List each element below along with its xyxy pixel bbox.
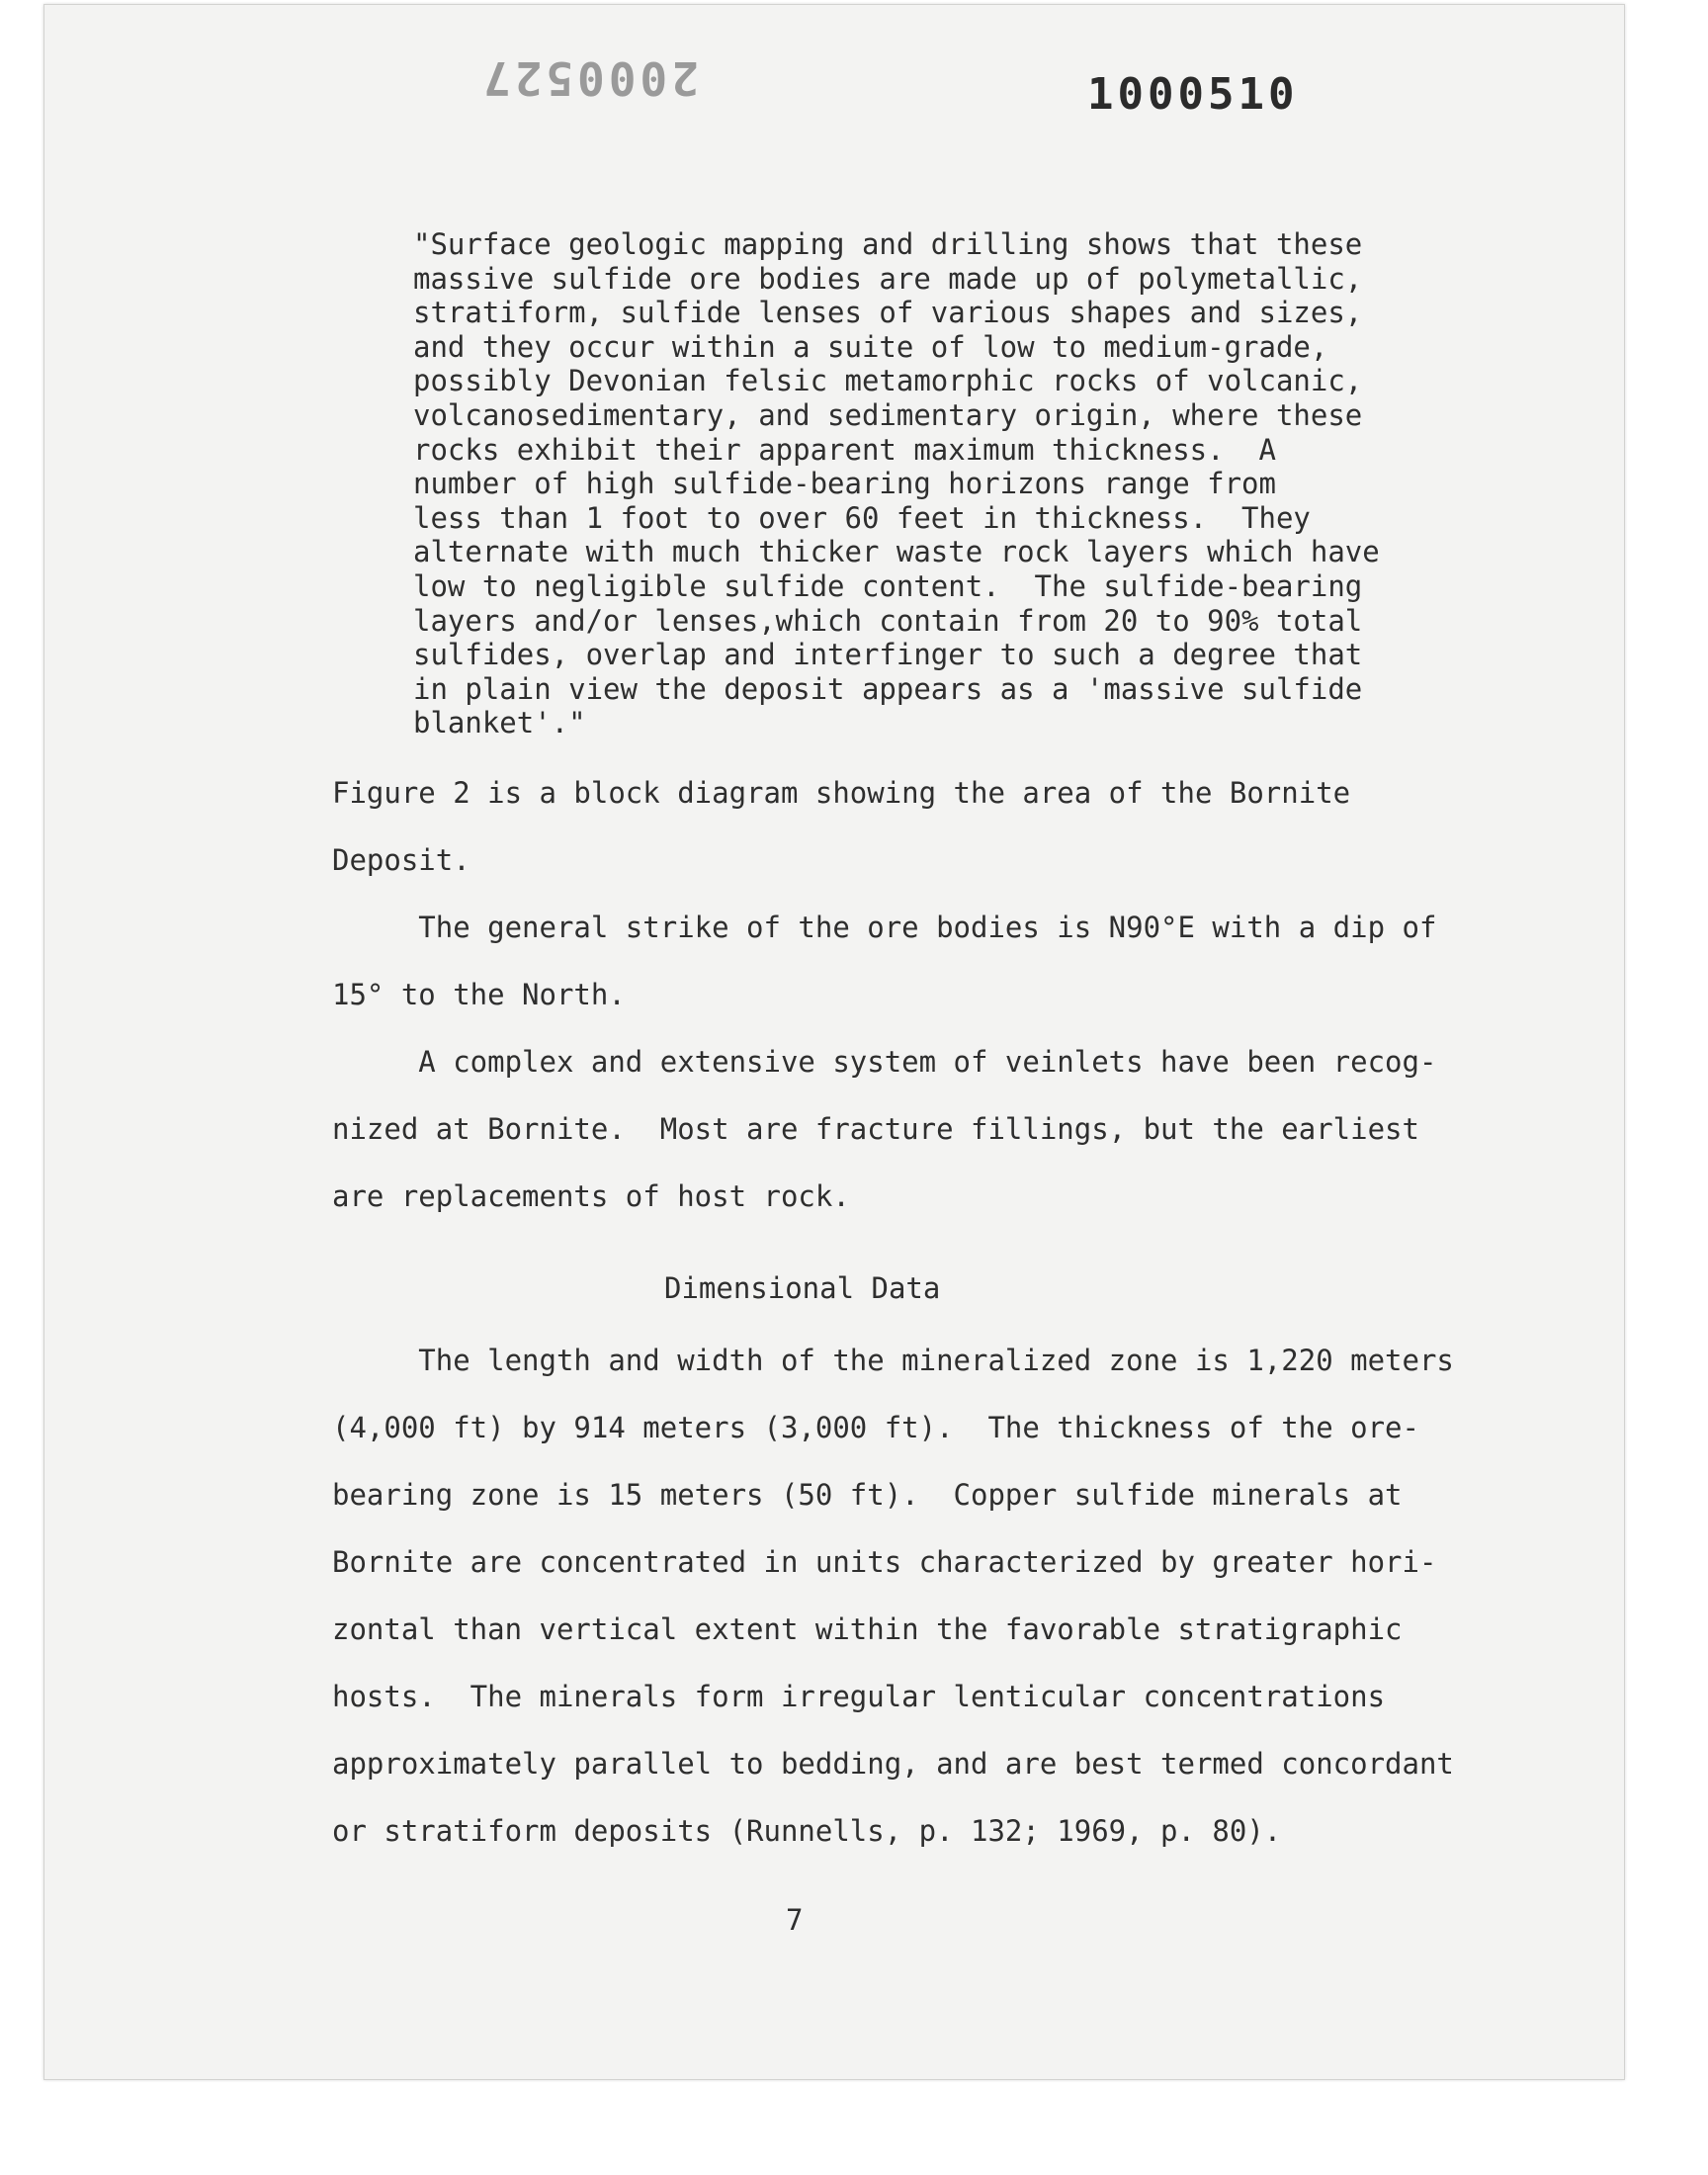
quote-line: "Surface geologic mapping and drilling shows that these	[413, 227, 1363, 261]
quote-line: massive sulfide ore bodies are made up of polymetallic,	[413, 261, 1363, 296]
document-number-stamp: 1000510	[1087, 69, 1299, 120]
paragraph-strike	[332, 894, 1439, 1028]
text-line: (4,000 ft) by 914 meters (3,000 ft). The thickness of the ore-	[332, 1411, 1419, 1444]
text-line: hosts. The minerals form irregular lenticular concentrations	[332, 1680, 1386, 1713]
quote-line: volcanosedimentary, and sedimentary origin, where these	[413, 397, 1363, 432]
text-line: zontal than vertical extent within the favorable stratigraphic	[332, 1612, 1403, 1646]
inverted-document-number-stamp: 2000527	[479, 51, 699, 105]
text-line: A complex and extensive system of veinlets have been recog-	[332, 1045, 1437, 1079]
quote-line: in plain view the deposit appears as a 'massive sulfide	[413, 671, 1363, 706]
text-line: The general strike of the ore bodies is N90°E with a dip of	[332, 911, 1437, 944]
text-line: The length and width of the mineralized zone is 1,220 meters	[332, 1344, 1454, 1377]
quote-line: number of high sulfide-bearing horizons range from	[413, 467, 1276, 501]
quote-line: layers and/or lenses,which contain from 20 to 90% total	[413, 603, 1363, 638]
quote-line: stratiform, sulfide lenses of various shapes and sizes,	[413, 296, 1363, 330]
quote-line: rocks exhibit their apparent maximum thickness. A	[413, 432, 1276, 467]
text-line: Deposit.	[332, 843, 470, 877]
paragraph-figure-reference	[332, 759, 1439, 894]
quote-line: possibly Devonian felsic metamorphic rocks of volcanic,	[413, 364, 1363, 398]
quote-line: and they occur within a suite of low to medium-grade,	[413, 329, 1328, 364]
quote-line: less than 1 foot to over 60 feet in thickness. They	[413, 500, 1311, 535]
section-heading: Dimensional Data	[664, 1271, 941, 1305]
paragraph-dimensional-data	[332, 1327, 1454, 1865]
quote-line: low to negligible sulfide content. The sulfide-bearing	[413, 568, 1363, 603]
block-quote	[413, 227, 1380, 740]
text-line: or stratiform deposits (Runnells, p. 132; 1969, p. 80).	[332, 1814, 1282, 1848]
quote-line: sulfides, overlap and interfinger to such a degree that	[413, 638, 1363, 672]
text-line: Figure 2 is a block diagram showing the area of the Bornite	[332, 776, 1351, 810]
text-line: are replacements of host rock.	[332, 1179, 850, 1213]
paragraph-veinlets	[332, 1028, 1439, 1230]
text-line: nized at Bornite. Most are fracture fillings, but the earliest	[332, 1112, 1419, 1146]
text-line: Bornite are concentrated in units characterized by greater hori-	[332, 1545, 1437, 1579]
text-line: 15° to the North.	[332, 978, 626, 1011]
page-number: 7	[786, 1903, 804, 1937]
quote-line: blanket'."	[413, 706, 586, 740]
quote-line: alternate with much thicker waste rock layers which have	[413, 535, 1380, 569]
text-line: bearing zone is 15 meters (50 ft). Copper sulfide minerals at	[332, 1478, 1403, 1512]
text-line: approximately parallel to bedding, and are best termed concordant	[332, 1747, 1454, 1781]
